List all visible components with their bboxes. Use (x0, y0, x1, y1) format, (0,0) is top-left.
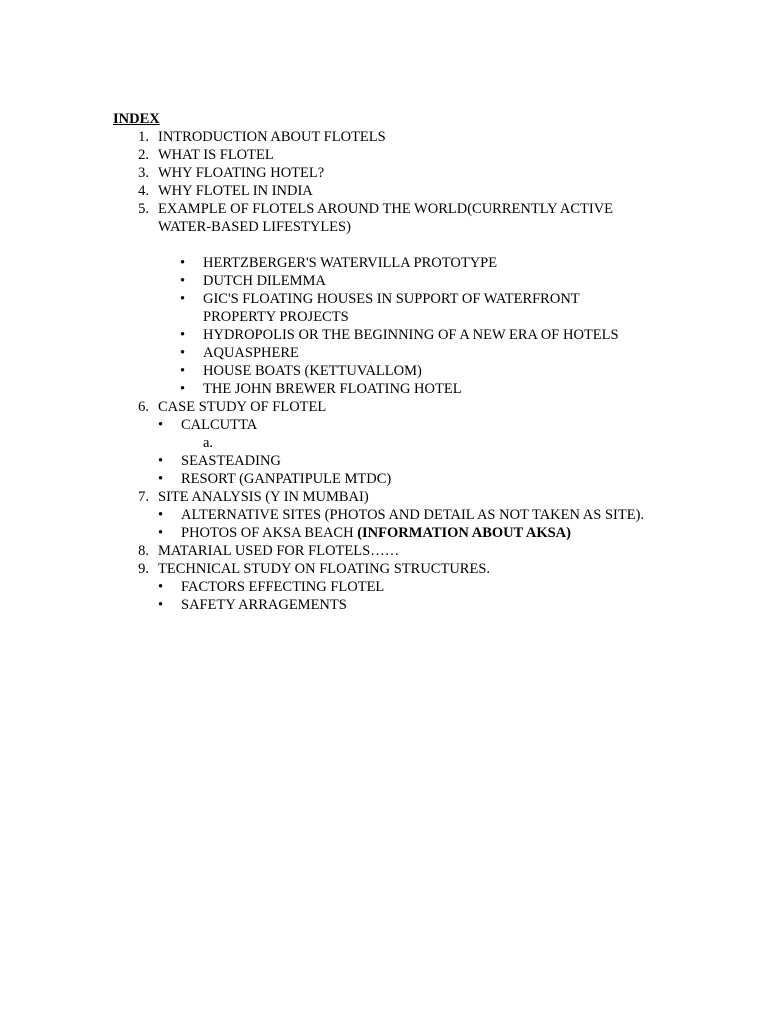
item-number: 3. (138, 165, 149, 181)
bullet-text: AQUASPHERE (203, 345, 299, 361)
index-item-9 (113, 560, 653, 578)
bullet-icon: • (158, 507, 164, 523)
item-text: WHAT IS FLOTEL (158, 147, 274, 163)
index-item-5 (113, 200, 653, 236)
index-item-2 (113, 146, 653, 164)
item-number: 5. (138, 201, 149, 217)
bullet-icon: • (158, 417, 164, 433)
list-item (113, 344, 653, 362)
list-item (113, 578, 653, 596)
item-text: TECHNICAL STUDY ON FLOATING STRUCTURES. (158, 561, 491, 577)
bullet-icon: • (158, 525, 164, 541)
index-item-1 (113, 128, 653, 146)
bullet-text: HYDROPOLIS OR THE BEGINNING OF A NEW ERA OF HOTELS (203, 327, 619, 343)
item-number: 9. (138, 561, 149, 577)
bullet-icon: • (180, 255, 186, 271)
list-item (113, 416, 653, 434)
bullet-icon: • (158, 453, 164, 469)
list-item (113, 362, 653, 380)
bullet-icon: • (180, 381, 186, 397)
bullet-text: GIC'S FLOATING HOUSES IN SUPPORT OF WATERFRONT PROPERTY PROJECTS (203, 291, 580, 325)
list-item (113, 524, 653, 542)
list-item (113, 506, 653, 524)
bullet-icon: • (158, 471, 164, 487)
bullet-text: SEASTEADING (181, 453, 281, 469)
index-content (113, 110, 653, 614)
bullet-icon: • (158, 579, 164, 595)
bullet-icon: • (180, 363, 186, 379)
item-text: MATARIAL USED FOR FLOTELS…… (158, 543, 400, 559)
item-number: 2. (138, 147, 149, 163)
item-text: EXAMPLE OF FLOTELS AROUND THE WORLD(CURRENTLY ACTIVE WATER-BASED LIFESTYLES) (158, 201, 614, 235)
bullet-text: CALCUTTA (181, 417, 258, 433)
item-number: 7. (138, 489, 149, 505)
list-item (113, 254, 653, 272)
bullet-text-bold: (INFORMATION ABOUT AKSA) (357, 525, 571, 541)
bullet-text: DUTCH DILEMMA (203, 273, 326, 289)
item-text: WHY FLOATING HOTEL? (158, 165, 325, 181)
item-text: CASE STUDY OF FLOTEL (158, 399, 327, 415)
item-number: 4. (138, 183, 149, 199)
item-number: 1. (138, 129, 149, 145)
bullet-icon: • (180, 345, 186, 361)
index-item-4 (113, 182, 653, 200)
bullet-text: FACTORS EFFECTING FLOTEL (181, 579, 385, 595)
bullet-text: RESORT (GANPATIPULE MTDC) (181, 471, 392, 487)
index-title: INDEX (113, 111, 160, 127)
list-item (113, 596, 653, 614)
bullet-text: ALTERNATIVE SITES (PHOTOS AND DETAIL AS NOT TAKEN AS SITE). (181, 507, 645, 523)
list-item (113, 470, 653, 488)
bullet-text: PHOTOS OF AKSA BEACH (181, 525, 358, 541)
list-item (113, 272, 653, 290)
bullet-icon: • (180, 273, 186, 289)
list-item (113, 290, 653, 326)
item-number: 6. (138, 399, 149, 415)
sub-item-marker: a. (203, 435, 214, 451)
item-text: INTRODUCTION ABOUT FLOTELS (158, 129, 386, 145)
bullet-text: HERTZBERGER'S WATERVILLA PROTOTYPE (203, 255, 498, 271)
list-item (113, 380, 653, 398)
index-item-6 (113, 398, 653, 416)
spacer (113, 236, 653, 254)
item-number: 8. (138, 543, 149, 559)
item-text: SITE ANALYSIS (Y IN MUMBAI) (158, 489, 369, 505)
bullet-text: THE JOHN BREWER FLOATING HOTEL (203, 381, 462, 397)
index-item-8 (113, 542, 653, 560)
bullet-icon: • (180, 291, 186, 307)
bullet-text: SAFETY ARRAGEMENTS (181, 597, 347, 613)
item-text: WHY FLOTEL IN INDIA (158, 183, 313, 199)
bullet-icon: • (180, 327, 186, 343)
list-item (113, 452, 653, 470)
index-item-3 (113, 164, 653, 182)
bullet-text: HOUSE BOATS (KETTUVALLOM) (203, 363, 422, 379)
bullet-icon: • (158, 597, 164, 613)
index-item-7 (113, 488, 653, 506)
list-item (113, 326, 653, 344)
